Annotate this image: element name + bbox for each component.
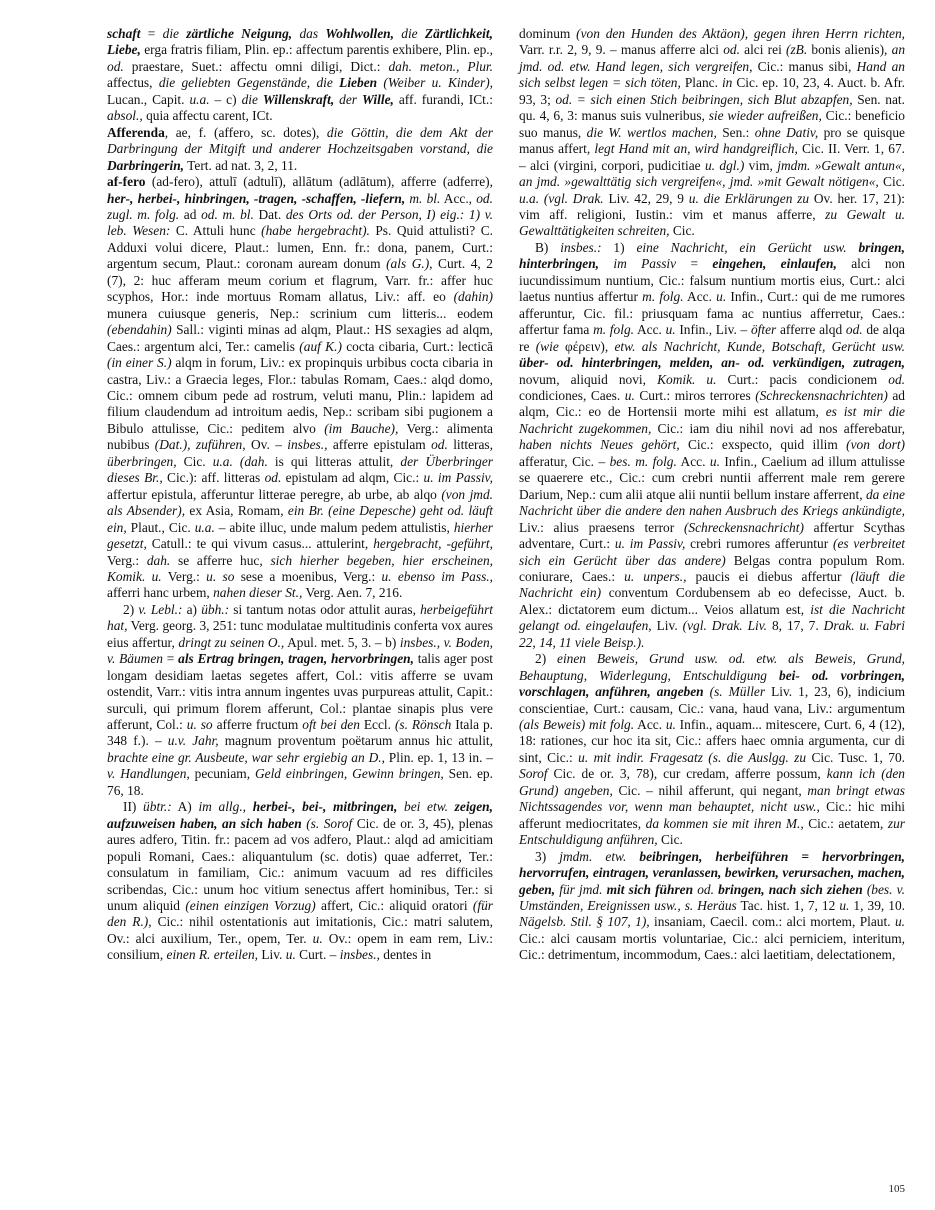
entry-affero-section-B3: 3) jmdm. etw. beibringen, herbeiführen = hervorbringen, hervorrufen, eintragen, veranlassen, bewirken, verursachen, machen, geben, für jmd. mit sich führen od. bringen, nach sich ziehen (bes. v. Umständen, Ereignissen usw., s. Heräus Tac. hist. 1, 7, 12 u. 1, 39, 10. Nägelsb. Stil. § 107, 1), insaniam, Caecil. com.: alci mortem, Plaut. u. Cic.: alci causam mortis voluntariae, Cic.: alci perniciem, interitum, Cic.: detrimentum, incommodum, Caes.: alci laetitiam, delectationem, <box>519 848 906 963</box>
entry-affero: af-fero (ad-fero), attulī (adtulī), allātum (adlātum), afferre (adferre), her-, herbei-, hinbringen, -tragen, -schaffen, -liefern, m. bl. Acc., od. zugl. m. folg. ad od. m. bl. Dat. des Orts od. der Person, I) eig.: 1) v. leb. Wesen: C. Attuli hunc (habe hergebracht). Ps. Quid attulisti? C. Adduxi volui dicere, Plaut.: lumen, Enn. fr.: dona, panem, Curt.: argentum secum, Plaut.: coronam auream donum (als G.), Curt. 4, 2 (7), 2: huc afferam meum corium et flagrum, Varr. fr.: affer huc scyphos, Hor.: inde mortuus Romam allatus, Liv.: aff. eo (dahin) munera cuiusque generis, Nep.: scrinium cum litteris... eodem (ebendahin) Sall.: viginti minas ad alqm, Plaut.: HS sexagies ad alqm, Caes.: argentum alci, Ter.: camelis (auf K.) cocta cibaria, Curt.: lecticā (in einer S.) alqm in forum, Liv.: ex propinquis urbibus cocta cibaria in castra, Liv.: a Graecia leges, Flor.: tabulas Romam, Caes.: alqd domo, Cic.: omnem cibum pede ad rostrum, veluti manu, Plin.: lapidem ad filium claudendum ad introitum aedis, Nep.: scribam sibi pugionem a Bibulo attulisse, Cic.: peditem alvo (im Bauche), Verg.: alimenta nubibus (Dat.), zuführen, Ov. – insbes., afferre epistulam od. litteras, überbringen, Cic. u.a. (dah. is qui litteras attulit, der Überbringer dieses Br., Cic.): aff. litteras od. epistulam ad alqm, Cic.: u. im Passiv, affertur epistula, afferuntur litterae peregre, ab urbe, ab alqo (von jmd. als Absender), ex Asia, Romam, ein Br. (eine Depesche) geht od. läuft ein, Plaut., Cic. u.a. – abite illuc, unde malum pedem attulistis, hierher gesetzt, Catull.: te qui vivum casus... attulerint, hergebracht, -geführt, Verg.: dah. se afferre huc, sich hierher begeben, hier erscheinen, Komik. u. Verg.: u. so sese a moenibus, Verg.: u. ebenso im Pass., afferri hanc urbem, nahen dieser St., Verg. Aen. 7, 216. <box>107 174 494 601</box>
dictionary-page <box>107 26 905 1176</box>
entry-affero-section-II: II) übtr.: A) im allg., herbei-, bei-, mitbringen, bei etw. zeigen, aufzuweisen haben, an sich haben (s. Sorof Cic. de or. 3, 45), plenas aures adfero, Titin. fr.: pacem ad vos adfero, Plaut.: alqd ad amicitiam populi Romani, Caes.: aliquantulum (sc. dotis) quae adferret, Ter.: consulatum in familiam, Cic.: animum vacuum ad res difficiles scribendas, Cic.: unum hoc vitium senectus affert hominibus, Ter.: si unum aliquid (einen einzigen Vorzug) affert, Cic.: aliquid oratori (für den R.), Cic.: nihil ostentationis aut imitationis, Cic.: matri salutem, Ov.: alci auxilium, Ter., opem, Ter. u. Ov.: opem in eam rem, Liv.: consilium, einen R. erteilen, Liv. u. Curt. – insbes., dentes in <box>107 799 493 963</box>
entry-affero-section-B1: B) insbes.: 1) eine Nachricht, ein Gerücht usw. bringen, hinterbringen, im Passiv = eingehen, einlaufen, alci non iucundissimum nuntium, Cic.: falsum nuntium mortis eius, Curt.: alci laetus nuntius affertur m. folg. Acc. u. Infin., Curt.: qui de me rumores afferuntur, Cic. fil.: priusquam fama ac nuntius afferretur, Caes.: affertur fama m. folg. Acc. u. Infin., Liv. – öfter afferre alqd od. de alqa re (wie φέρειν), etw. als Nachricht, Kunde, Botschaft, Gerücht usw. über- od. hinterbringen, melden, an- od. verkündigen, zutragen, novum, aliquid novi, Komik. u. Curt.: pacis condicionem od. condiciones, Caes. u. Curt.: miros terrores (Schreckensnachrichten) ad alqm, Cic.: eo de Hortensii morte mihi est allatum, es ist mir die Nachricht zugekommen, Cic.: iam diu nihil novi ad nos afferebatur, haben nichts Neues gehört, Cic.: exspecto, quid illim (von dort) afferatur, Cic. – bes. m. folg. Acc. u. Infin., Caelium ad illum attulisse se quaerere etc., Cic.: cum crebri nuntii afferrent male rem gerere Darium, Nep.: cum alii atque alii nuntii bellum instare afferrent, da eine Nachricht über die andere den nahen Ausbruch des Kriegs ankündigte, Liv.: alius praesens terror (Schreckensnachricht) affertur Scythas adventare, Curt.: u. im Passiv, crebri rumores afferuntur (es verbreitet sich ein Gerücht über das andere) Belgas contra populum Rom. coniurare, Caes.: u. unpers., paucis ei diebus affertur (läuft die Nachricht ein) conventum Cordubensem ab eo defecisse, Auct. b. Alex.: dictatorem eum dictum... Veios allatum est, ist die Nachricht gelangt od. eingelaufen, Liv. (vgl. Drak. Liv. 8, 17, 7. Drak. u. Fabri 22, 14, 11 viele Beisp.). <box>519 239 906 650</box>
entry-continuation-affectus: schaft = die zärtliche Neigung, das Wohlwollen, die Zärtlichkeit, Liebe, erga fratris filiam, Plin. ep.: affectum parentis exhibere, Plin. ep., od. praestare, Suet.: affectu omni diligi, Dict.: dah. meton., Plur. affectus, die geliebten Gegenstände, die Lieben (Weiber u. Kinder), Lucan., Capit. u.a. – c) die Willenskraft, der Wille, aff. furandi, ICt.: absol., quia affectu carent, ICt. <box>107 26 494 124</box>
entry-afferenda: Afferenda, ae, f. (affero, sc. dotes), die Göttin, die dem Akt der Darbringung der Mitgift und anderer Hochzeitsgaben vorstand, die Darbringerin, Tert. ad nat. 3, 2, 11. <box>107 124 493 173</box>
entry-affero-section-2: 2) v. Lebl.: a) übh.: si tantum notas odor attulit auras, herbeigeführt hat, Verg. georg. 3, 251: tunc modulatae multitudinis conferta vox aures eius affertur, dringt zu seinen O., Apul. met. 5, 3. – b) insbes., v. Boden, v. Bäumen = als Ertrag bringen, tragen, hervorbringen, talis ager post longam desidiam laetas segetes affert, Col.: vitis afferre se uvam ostendit, Varr.: vitis intra annum ingentes uvas purpureas attulit, Capit.: surculi, qui primum florem afferunt, Col.: plantae sinapis plus vere afferunt, Col.: u. so afferre fructum oft bei den Eccl. (s. Rönsch Itala p. 348 f.). – u.v. Jahr, magnum proventum poëtarum annus hic attulit, brachte eine gr. Ausbeute, war sehr ergiebig an D., Plin. ep. 1, 13 in. – v. Handlungen, pecuniam, Geld einbringen, Gewinn bringen, Sen. ep. 76, 18. <box>107 601 494 798</box>
entry-affero-section-B2: 2) einen Beweis, Grund usw. od. etw. als Beweis, Grund, Behauptung, Widerlegung, Entschuldigung bei- od. vorbringen, vorschlagen, anführen, angeben (s. Müller Liv. 1, 23, 6), indicium conscientiae, Curt.: causam, Cic.: vana, haud vana, Liv.: argumentum (als Beweis) mit folg. Acc. u. Infin., aquam... mitescere, Curt. 6, 4 (12), 18: rationes, cur hoc ita sit, Cic.: affers haec omnia argumenta, cur di sint, Cic.: u. mit indir. Fragesatz (s. die Auslgg. zu Cic. Tusc. 1, 70. Sorof Cic. de or. 3, 78), cur credam, afferre possum, kann ich (den Grund) angeben, Cic. – nihil afferunt, qui negant, man bringt etwas Nichtssagendes vor, wenn man behauptet, nicht usw., Cic.: hic mihi afferunt mediocritates, da kommen sie mit ihren M., Cic.: aetatem, zur Entschuldigung anführen, Cic. <box>519 651 906 848</box>
entry-affero-continuation: dominum (von den Hunden des Aktäon), gegen ihren Herrn richten, Varr. r.r. 2, 9, 9. – manus afferre alci od. alci rei (zB. bonis alienis), an jmd. od. etw. Hand legen, sich vergreifen, Cic.: manus sibi, Hand an sich selbst legen = sich töten, Planc. in Cic. ep. 10, 23, 4. Auct. b. Afr. 93, 3; od. = sich einen Stich beibringen, sich Blut abzapfen, Sen. nat. qu. 4, 6, 3: manus suis vulneribus, sie wieder aufreißen, Cic.: beneficio suo manus, die W. wertlos machen, Sen.: ohne Dativ, pro se quisque manus affert, legt Hand mit an, wird handgreiflich, Cic. II. Verr. 1, 67. – alci (virgini, corpori, pudicitiae u. dgl.) vim, jmdm. »Gewalt antun«, an jmd. »gewalttätig sich vergreifen«, jmd. »mit Gewalt nötigen«, Cic. u.a. (vgl. Drak. Liv. 42, 29, 9 u. die Erklärungen zu Ov. her. 17, 21): vim aff. religioni, Iustin.: vim et manus afferre, zu Gewalt u. Gewalttätigkeiten schreiten, Cic. <box>519 26 906 239</box>
left-column <box>107 26 493 964</box>
right-column <box>519 26 905 964</box>
page-number: 105 <box>888 1183 905 1195</box>
